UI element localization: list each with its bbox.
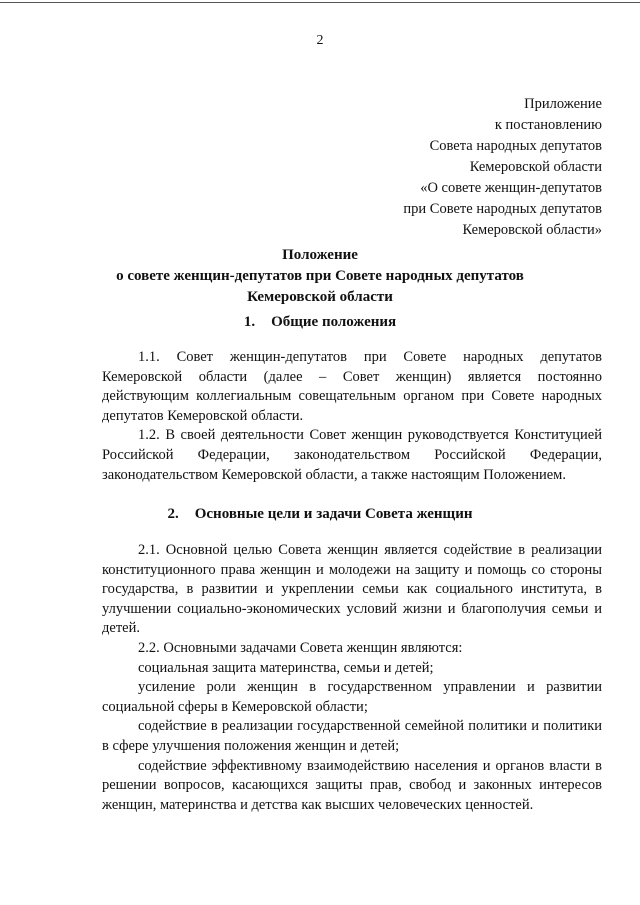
- title-line: Кемеровской области: [247, 289, 393, 305]
- section-number: 2.: [167, 506, 179, 522]
- appendix-line: Кемеровской области: [469, 159, 602, 175]
- list-item: содействие в реализации государственной семейной политики и политики в сфере улучшения положения женщин и детей;: [102, 718, 602, 754]
- paragraph: 2.1. Основной целью Совета женщин является содействие в реализации конституционного права женщин и молодежи на защиту и помощь со стороны государства, в развитии и укреплении семьи как социального института, в улучшении социально-экономических условий жизни и благополучия семьи и детей.: [102, 542, 602, 637]
- paragraph: 1.1. Совет женщин-депутатов при Совете народных депутатов Кемеровской области (далее – Совет женщин) является постоянно действующим коллегиальным совещательным органом при Совете народных депутатов Кемеровской области.: [102, 349, 602, 424]
- section-1-heading: [0, 314, 640, 331]
- appendix-line: Кемеровской области»: [462, 222, 602, 238]
- list-item: усиление роли женщин в государственном управлении и развитии социальной сферы в Кемеровской области;: [102, 679, 602, 715]
- appendix-block: [403, 94, 602, 241]
- top-border-line: [0, 2, 640, 3]
- section-1-body: [102, 348, 602, 485]
- appendix-line: «О совете женщин-депутатов: [420, 180, 602, 196]
- title-line: о совете женщин-депутатов при Совете народных депутатов: [116, 268, 524, 284]
- paragraph: 1.2. В своей деятельности Совет женщин руководствуется Конституцией Российской Федерации, законодательством Российской Федерации, законодательством Кемеровской области, а также настоящим Положением.: [102, 427, 602, 483]
- appendix-line: при Совете народных депутатов: [403, 201, 602, 217]
- list-item: содействие эффективному взаимодействию населения и органов власти в решении вопросов, касающихся защиты прав, свобод и законных интересов женщин, материнства и детства как высших человеческих ценностей.: [102, 757, 602, 813]
- document-title: [0, 245, 640, 308]
- list-item: социальная защита материнства, семьи и детей;: [138, 659, 434, 676]
- section-title: Общие положения: [271, 314, 397, 330]
- section-2-heading: [0, 506, 640, 523]
- appendix-line: Совета народных депутатов: [429, 138, 602, 154]
- section-number: 1.: [243, 314, 256, 330]
- appendix-line: к постановлению: [494, 117, 602, 133]
- section-title: Основные цели и задачи Совета женщин: [194, 506, 473, 522]
- page-number: 2: [316, 33, 324, 48]
- section-2-body: [102, 541, 602, 815]
- appendix-line: Приложение: [524, 96, 602, 112]
- title-line: Положение: [282, 247, 358, 263]
- paragraph: 2.2. Основными задачами Совета женщин являются:: [138, 639, 463, 656]
